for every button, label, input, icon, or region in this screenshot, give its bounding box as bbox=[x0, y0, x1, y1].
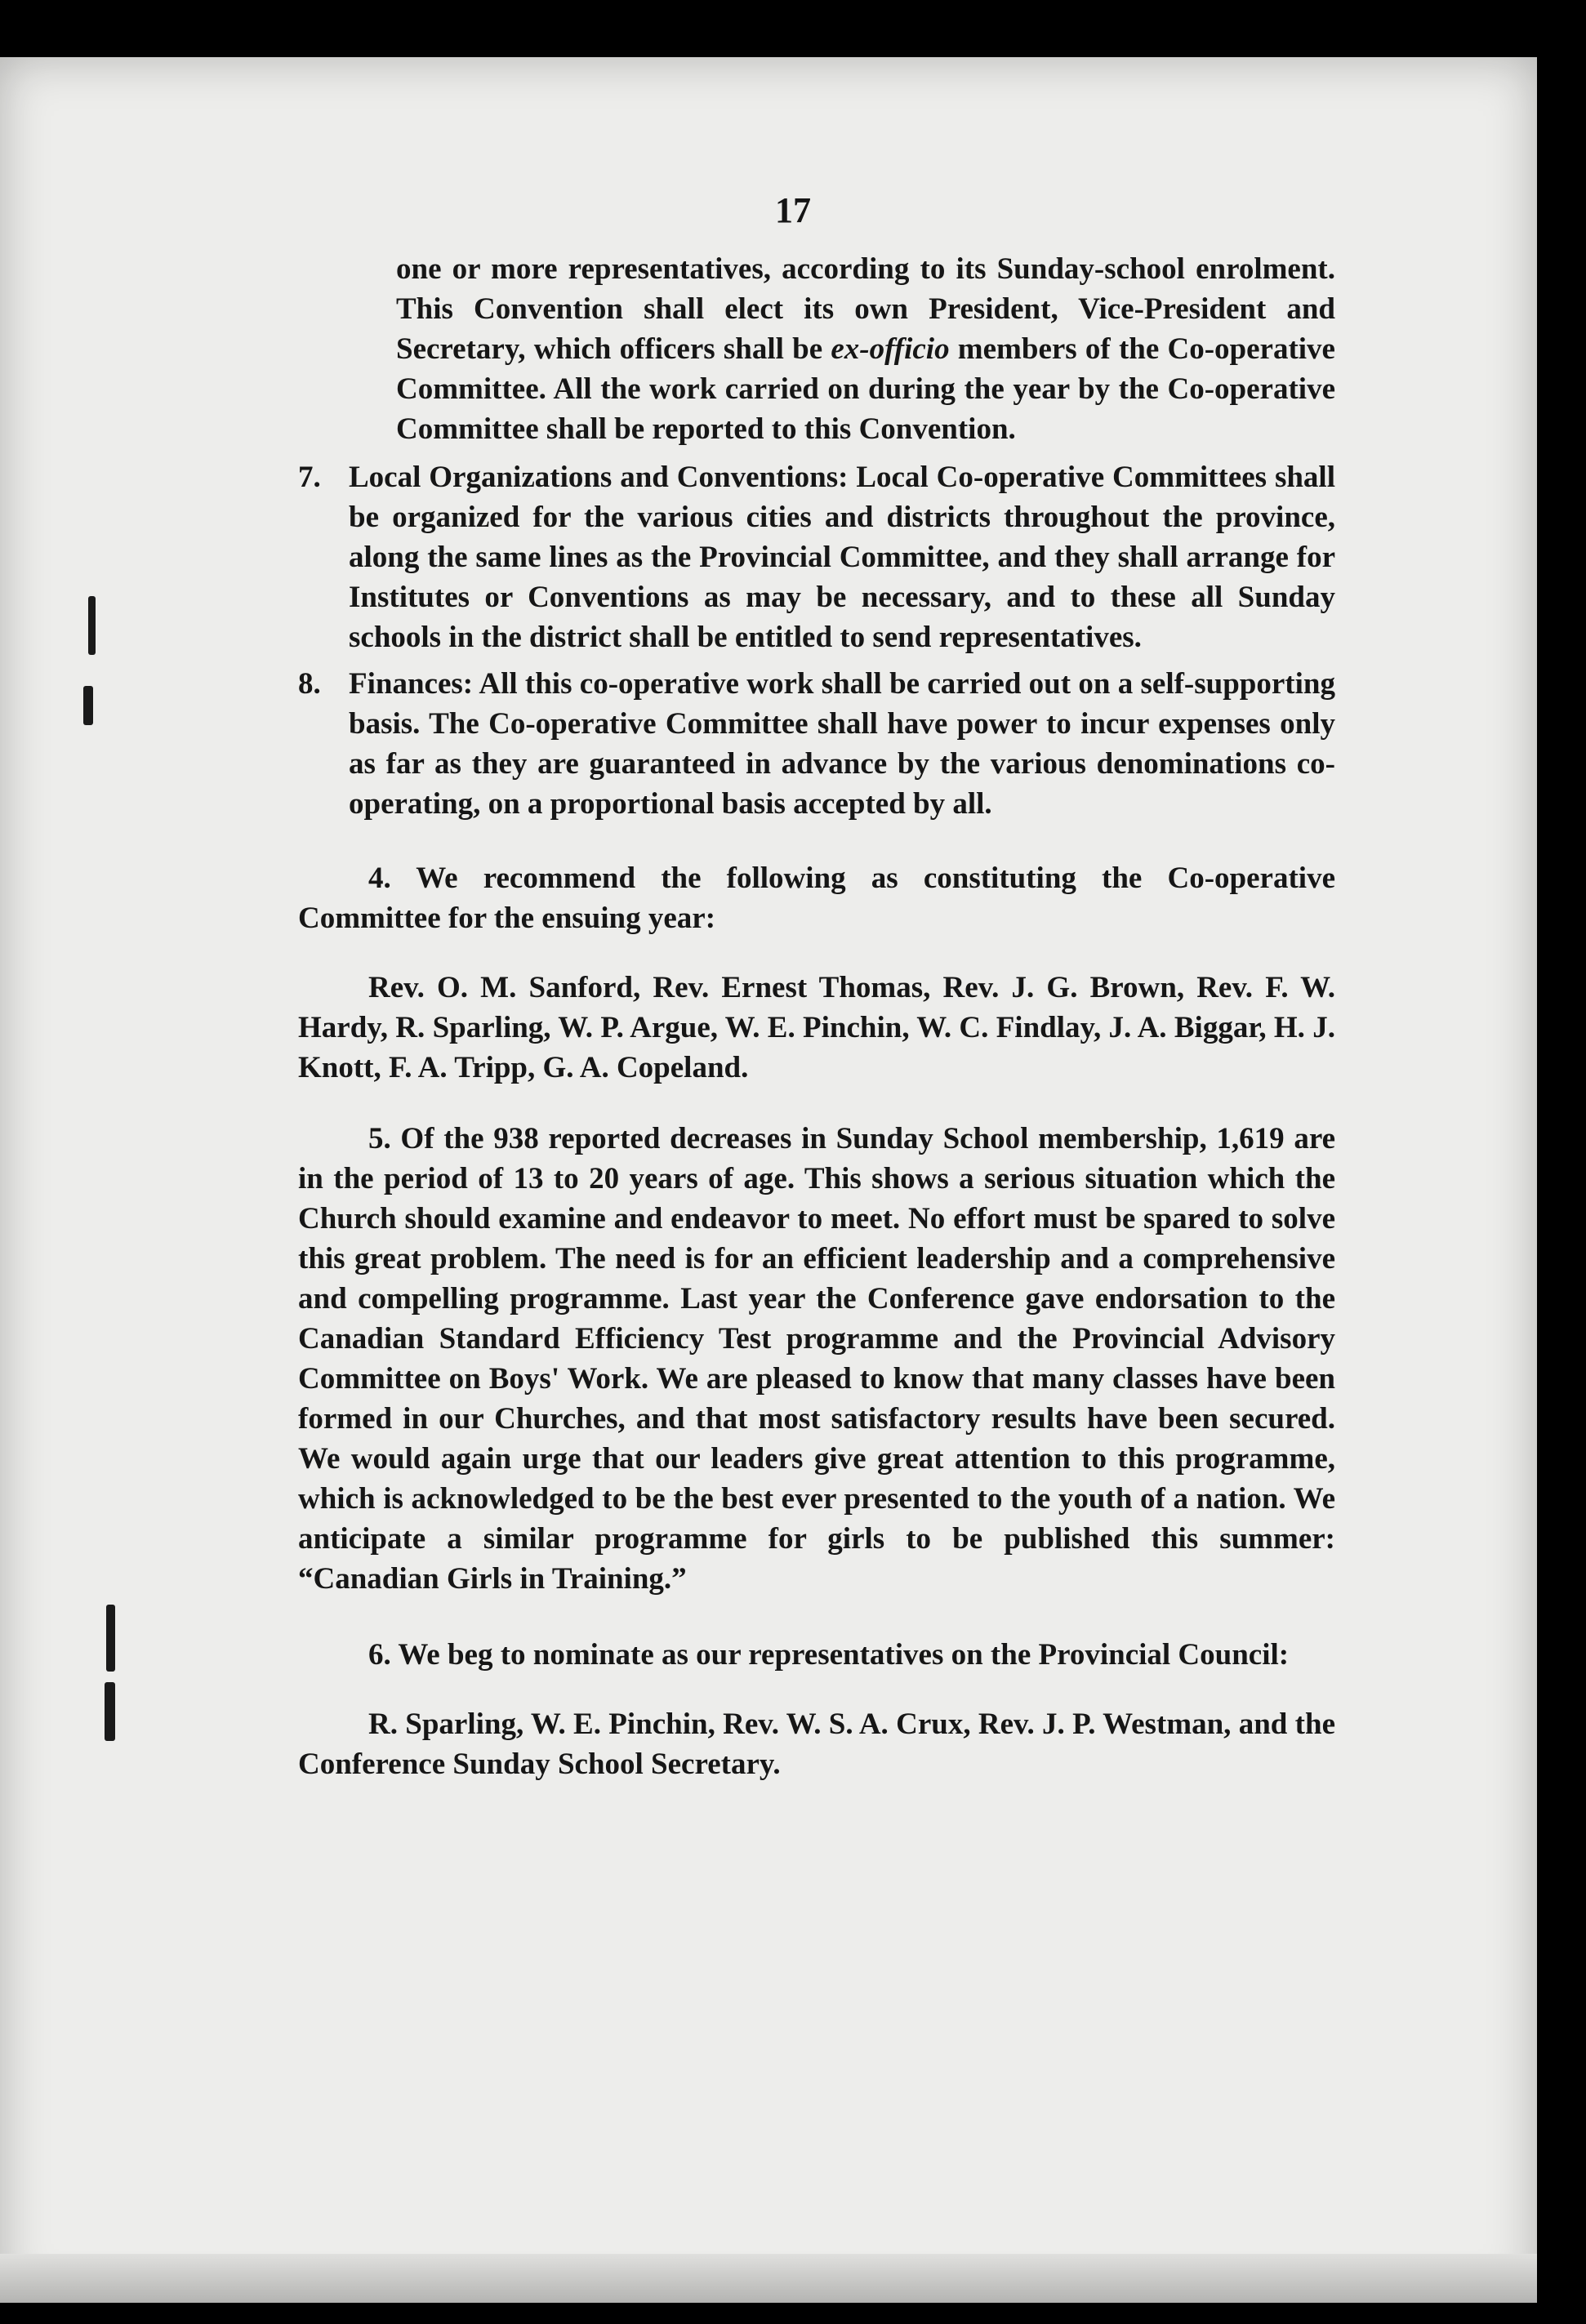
section-4-names: Rev. O. M. Sanford, Rev. Ernest Thomas, Rev. J. G. Brown, Rev. F. W. Hardy, R. Sparling, W. P. Argue, W. E. Pinchin, W. C. Findlay, J. A. Biggar, H. J. Knott, F. A. Tripp, G. A. Copeland. bbox=[298, 971, 1335, 1084]
scan-artifact-mark bbox=[105, 1682, 115, 1741]
list-item-8 bbox=[298, 664, 1335, 824]
continuation-text-start: one or more representatives, according to its Sunday-school enrolment. This Convention shall elect its own President, Vice-President and Secretary, which officers shall be bbox=[396, 252, 1335, 366]
page-number: 17 bbox=[775, 190, 811, 230]
list-item-text: Local Organizations and Conventions: Local Co-operative Committees shall be organized for the various cities and districts throughout the province, along the same lines as the Provincial Committee, and they shall arrange for Institutes or Conventions as may be necessary, and to these all Sunday schools in the district shall be entitled to send representatives. bbox=[349, 461, 1335, 654]
scan-artifact-mark bbox=[88, 596, 96, 655]
continuation-text-end: members of the Co-operative Committee. All the work carried on during the year by the Co-operative Committee shall be reported to this Convention. bbox=[396, 332, 1335, 446]
scan-artifact-mark bbox=[83, 686, 93, 725]
list-item-text: Finances: All this co-operative work shall be carried out on a self-supporting basis. The Co-operative Committee shall have power to incur expenses only as far as they are guaranteed in advance by the various denominations co-operating, on a proportional basis accepted by all. bbox=[349, 667, 1335, 821]
section-5-paragraph: 5. Of the 938 reported decreases in Sunday School membership, 1,619 are in the period of 13 to 20 years of age. This shows a serious situation which the Church should examine and endeavor to meet. No effort must be spared to solve this great problem. The need is for an efficient leadership and a comprehensive and compelling programme. Last year the Conference gave endorsation to the Canadian Standard Efficiency Test programme and the Provincial Advisory Committee on Boys' Work. We are pleased to know that many classes have been formed in our Churches, and that most satisfactory results have been secured. We would again urge that our leaders give great attention to this programme, which is acknowledged to be the best ever presented to the youth of a nation. We anticipate a similar programme for girls to be published this summer: “Canadian Girls in Training.” bbox=[298, 1122, 1335, 1596]
section-4-paragraph: 4. We recommend the following as constituting the Co-operative Committee for the ensuing year: bbox=[298, 861, 1335, 935]
list-item-7 bbox=[298, 457, 1335, 657]
list-item-number: 7. bbox=[298, 461, 321, 494]
scan-artifact-mark bbox=[106, 1605, 115, 1672]
section-6-names: R. Sparling, W. E. Pinchin, Rev. W. S. A. Crux, Rev. J. P. Westman, and the Conference Sunday School Secretary. bbox=[298, 1707, 1335, 1781]
page-bottom-edge bbox=[0, 2254, 1537, 2303]
continuation-paragraph bbox=[298, 249, 1335, 449]
document-body bbox=[298, 249, 1335, 1784]
section-6-paragraph: 6. We beg to nominate as our representatives on the Provincial Council: bbox=[368, 1638, 1290, 1672]
italic-term: ex-officio bbox=[831, 332, 950, 366]
list-item-number: 8. bbox=[298, 667, 321, 701]
